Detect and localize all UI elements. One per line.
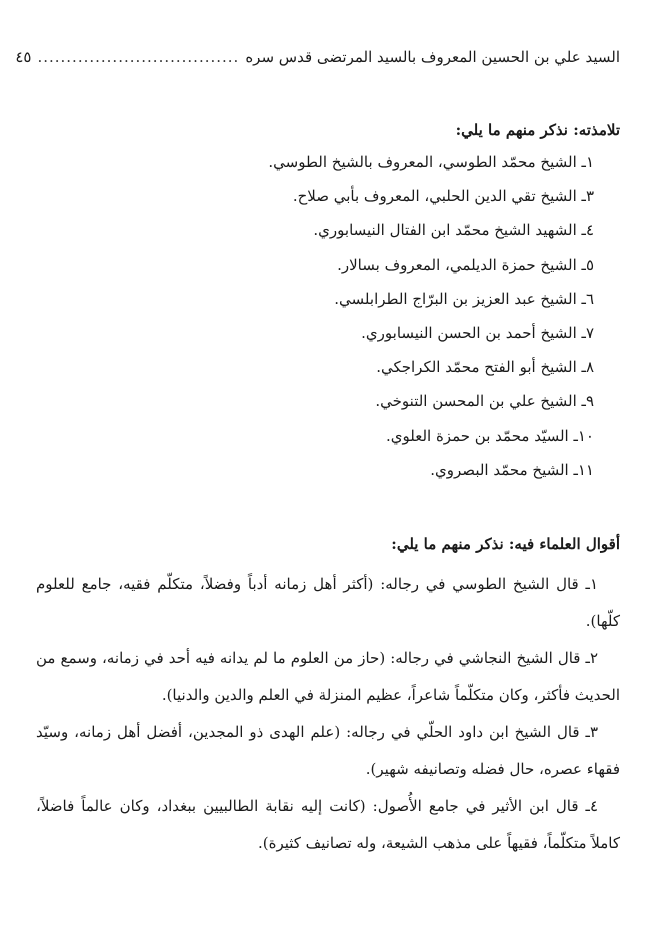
student-item: ٣ـ الشيخ تقي الدين الحلبي، المعروف بأبي صلاح. bbox=[292, 187, 594, 206]
page-number: ٤٥ bbox=[15, 48, 32, 66]
student-item: ٦ـ الشيخ عبد العزيز بن البرّاج الطرابلسي. bbox=[334, 289, 594, 308]
saying-paragraph bbox=[36, 788, 620, 862]
sayings-section bbox=[36, 566, 620, 862]
header-dot-leader: ................................... bbox=[37, 48, 240, 66]
student-item: ١ـ الشيخ محمّد الطوسي، المعروف بالشيخ الطوسي. bbox=[268, 153, 594, 171]
student-item: ١١ـ الشيخ محمّد البصروي. bbox=[430, 460, 594, 479]
saying-text: ٣ـ قال الشيخ ابن داود الحلّي في رجاله: (علم الهدى ذو المجدين، أفضل أهل زمانه، وسيّد فقهاء عصره، حال فضله وتصانيفه شهير). bbox=[36, 723, 620, 778]
sayings-heading: أقوال العلماء فيه: نذكر منهم ما يلي: bbox=[391, 535, 620, 553]
students-heading: تلامذته: نذكر منهم ما يلي: bbox=[455, 121, 620, 139]
student-item: ٤ـ الشهيد الشيخ محمّد ابن الفتال النيسابوري. bbox=[313, 221, 594, 240]
saying-text: ٢ـ قال الشيخ النجاشي في رجاله: (حاز من العلوم ما لم يدانه فيه أحد في زمانه، وسمع من الحديث فأكثر، وكان متكلّماً شاعراً، عظيم المنزلة في العلم والدين والدنيا). bbox=[36, 649, 620, 704]
saying-text: ١ـ قال الشيخ الطوسي في رجاله: (أكثر أهل زمانه أدباً وفضلاً، متكلّم فقيه، جامع للعلوم كلّها). bbox=[36, 575, 620, 630]
students-list bbox=[36, 153, 594, 495]
saying-paragraph bbox=[36, 640, 620, 714]
header-title: السيد علي بن الحسين المعروف بالسيد المرتضى قدس سره bbox=[245, 48, 620, 66]
student-item: ٩ـ الشيخ علي بن المحسن التنوخي. bbox=[375, 392, 594, 411]
saying-paragraph bbox=[36, 566, 620, 640]
saying-text: ٤ـ قال ابن الأثير في جامع الأُصول: (كانت إليه نقابة الطالبيين ببغداد، وكان عالماً فاضلاً، كاملاً متكلّماً، فقيهاً على مذهب الشيعة، وله تصانيف كثيرة). bbox=[36, 797, 620, 852]
student-item: ٨ـ الشيخ أبو الفتح محمّد الكراجكي. bbox=[376, 358, 594, 377]
student-item: ٥ـ الشيخ حمزة الديلمي، المعروف بسالار. bbox=[337, 255, 594, 274]
student-item: ٧ـ الشيخ أحمد بن الحسن النيسابوري. bbox=[361, 323, 594, 342]
saying-paragraph bbox=[36, 714, 620, 788]
student-item: ١٠ـ السيّد محمّد بن حمزة العلوي. bbox=[385, 426, 594, 445]
running-header bbox=[15, 48, 620, 66]
